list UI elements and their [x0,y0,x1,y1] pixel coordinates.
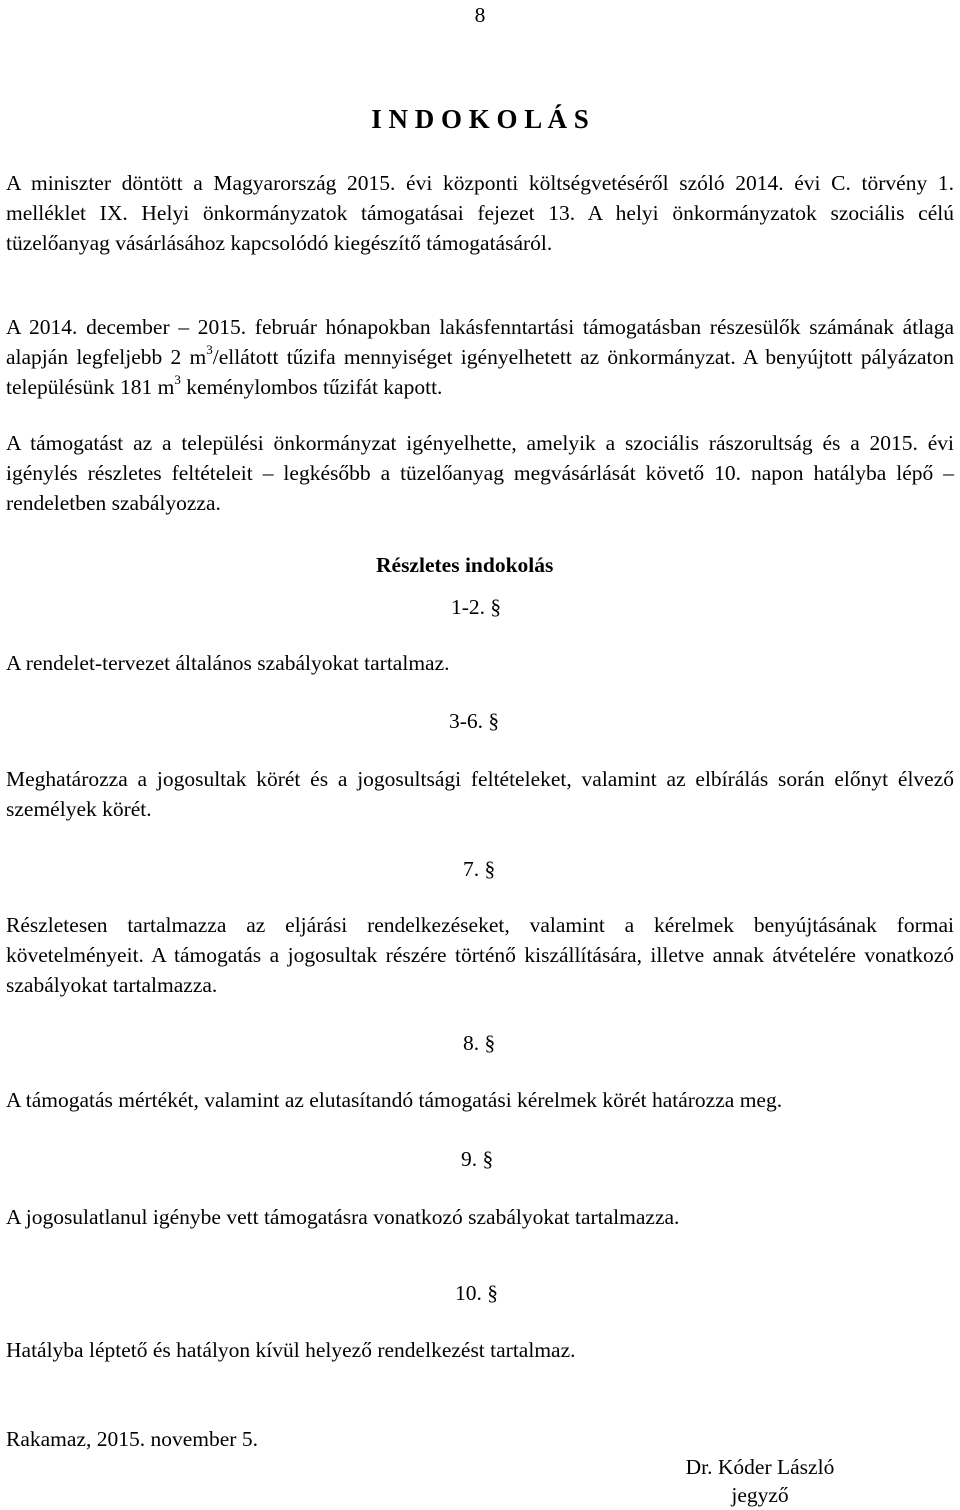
page-number: 8 [474,3,486,27]
intro-paragraph-2-part-b: /ellátott tűzifa mennyiséget igényelhetett az önkormányzat. A benyújtott pályázaton településünk 181 m [6,345,954,399]
section-subtitle: Részletes indokolás [376,553,554,577]
section-label-1-2: 1-2. § [451,595,502,619]
section-text-3-6: Meghatározza a jogosultak körét és a jogosultsági feltételeket, valamint az elbírálás során előnyt élvező személyek körét. [6,767,954,821]
intro-paragraph-2-part-a: A 2014. december – 2015. február hónapokban lakásfenntartási támogatásban részesülők számának átlaga alapján legfeljebb 2 m [6,315,954,369]
section-text-10: Hatályba léptető és hatályon kívül helyező rendelkezést tartalmaz. [6,1338,576,1362]
place-and-date: Rakamaz, 2015. november 5. [6,1427,258,1451]
superscript-3-second: 3 [174,371,181,387]
section-label-10: 10. § [455,1281,498,1305]
signature-name: Dr. Kóder László [685,1455,835,1479]
section-text-8: A támogatás mértékét, valamint az elutasítandó támogatási kérelmek körét határozza meg. [6,1088,783,1112]
section-text-1-2: A rendelet-tervezet általános szabályokat tartalmaz. [6,651,450,675]
intro-paragraph-2-part-c: keménylombos tűzifát kapott. [180,375,443,399]
section-text-9: A jogosulatlanul igénybe vett támogatásra vonatkozó szabályokat tartalmazza. [6,1205,680,1229]
section-label-3-6: 3-6. § [449,709,500,733]
intro-paragraph-2 [6,312,954,402]
superscript-3-first: 3 [206,341,213,357]
intro-paragraph-3: A támogatást az a települési önkormányzat igényelhette, amelyik a szociális rászorultság és a 2015. évi igénylés részletes feltételeit – legkésőbb a tüzelőanyag megvásárlását követő 10. napon hatályba lépő – rendeletben szabályozza. [6,431,954,515]
intro-paragraph-1: A miniszter döntött a Magyarország 2015. évi központi költségvetéséről szóló 2014. évi C. törvény 1. melléklet IX. Helyi önkormányzatok támogatásai fejezet 13. A helyi önkormányzatok szociális célú tüzelőanyag vásárlásához kapcsolódó kiegészítő támogatásáról. [6,171,954,255]
section-label-9: 9. § [461,1147,494,1171]
section-label-7: 7. § [463,857,496,881]
document-title: I N D O K O L Á S [371,104,589,134]
signature-role: jegyző [731,1483,789,1507]
section-label-8: 8. § [463,1031,496,1055]
section-text-7: Részletesen tartalmazza az eljárási rendelkezéseket, valamint a kérelmek benyújtásának formai követelményeit. A támogatás a jogosultak részére történő kiszállítására, illetve annak átvételére vonatkozó szabályokat tartalmazza. [6,913,954,997]
